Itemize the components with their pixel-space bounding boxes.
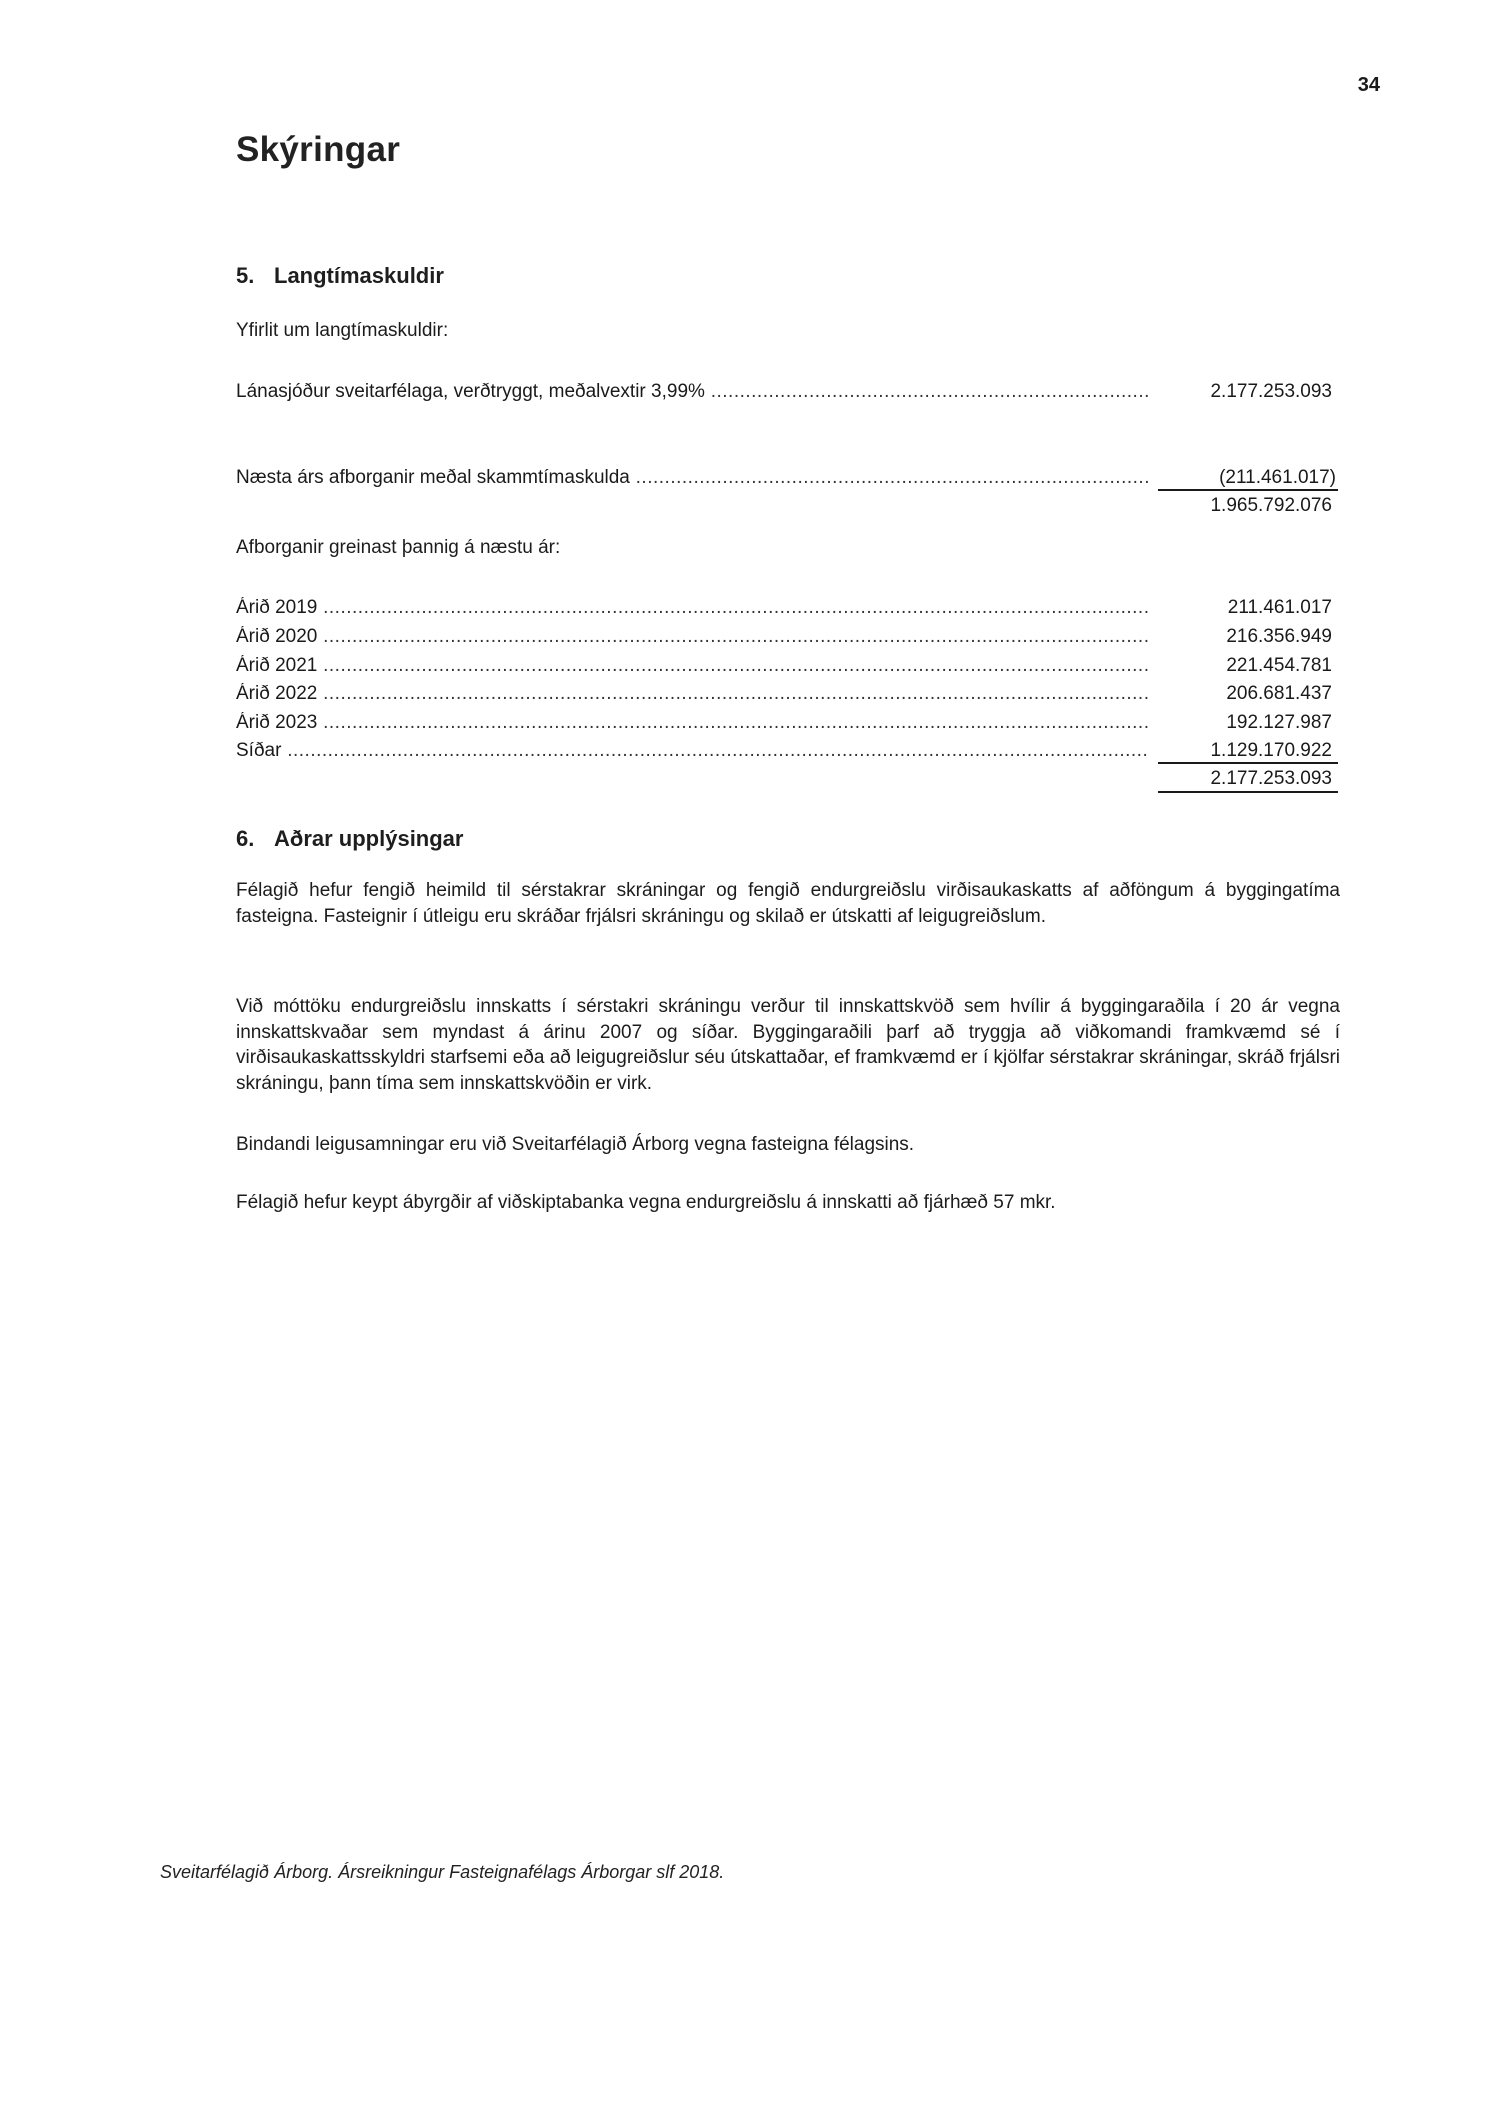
page-title: Skýringar (236, 130, 401, 169)
schedule-value: 206.681.437 (1226, 683, 1332, 704)
section-5-intro: Yfirlit um langtímaskuldir: (236, 320, 449, 341)
paragraph: Félagið hefur keypt ábyrgðir af viðskiptabanka vegna endurgreiðslu á innskatti að fjárhæð 57 mkr. (236, 1192, 1056, 1213)
section-6-heading (236, 826, 463, 852)
current-portion-row (236, 467, 1340, 489)
schedule-row (236, 683, 1340, 705)
current-portion-value: (211.461.017) (1219, 467, 1336, 488)
section-5-title: Langtímaskuldir (274, 263, 444, 288)
subtotal-rule (1158, 489, 1338, 491)
schedule-total-bottom-rule (1158, 791, 1338, 793)
schedule-label: Árið 2021 ..... (236, 655, 1150, 677)
loan-row (236, 381, 1340, 403)
schedule-value: 1.129.170.922 (1210, 740, 1332, 761)
page-footer: Sveitarfélagið Árborg. Ársreikningur Fasteignafélags Árborgar slf 2018. (160, 1862, 725, 1882)
section-6-title: Aðrar upplýsingar (274, 826, 464, 851)
loan-value: 2.177.253.093 (1210, 381, 1332, 402)
schedule-label: Árið 2022 ..... (236, 683, 1150, 705)
schedule-row (236, 626, 1340, 648)
schedule-value: 192.127.987 (1226, 712, 1332, 733)
section-5-number: 5. (236, 263, 255, 288)
schedule-label: Árið 2020 ..... (236, 626, 1150, 648)
schedule-value: 216.356.949 (1226, 626, 1332, 647)
schedule-row (236, 597, 1340, 619)
schedule-intro: Afborganir greinast þannig á næstu ár: (236, 537, 561, 558)
current-portion-label: Næsta árs afborganir meðal skammtímaskulda ..... (236, 467, 1150, 489)
loan-label: Lánasjóður sveitarfélaga, verðtryggt, meðalvextir 3,99% ..... (236, 381, 1150, 403)
schedule-label: Síðar ..... (236, 740, 1150, 762)
paragraph: Við móttöku endurgreiðslu innskatts í sérstakri skráningu verður til innskattskvöð sem hvílir á byggingaraðila í 20 ár vegna innskattskvaðar sem myndast á árinu 2007 og síðar. Byggingaraðili þarf að tryggja að viðkomandi framkvæmd sé í virðisaukaskattsskyldri starfsemi eða að leigugreiðslur séu útskattaðar, ef framkvæmd er í kjölfar sérstakrar skráningar, skráð frjálsri skráningu, þann tíma sem innskattskvöðin er virk. (236, 996, 1340, 1094)
section-5-heading (236, 263, 444, 289)
schedule-label: Árið 2019 ..... (236, 597, 1150, 619)
schedule-value: 221.454.781 (1226, 655, 1332, 676)
schedule-row (236, 655, 1340, 677)
page-number: 34 (1357, 74, 1380, 96)
schedule-row (236, 740, 1340, 762)
schedule-row (236, 712, 1340, 734)
paragraph: Félagið hefur fengið heimild til sérstakrar skráningar og fengið endurgreiðslu virðisaukaskatts af aðföngum á byggingatíma fasteigna. Fasteignir í útleigu eru skráðar frjálsri skráningu og skilað er útskatti af leigugreiðslum. (236, 880, 1340, 927)
section-6-number: 6. (236, 826, 255, 851)
schedule-label: Árið 2023 ..... (236, 712, 1150, 734)
net-total-row (236, 495, 1340, 517)
schedule-total-top-rule (1158, 762, 1338, 764)
paragraph: Bindandi leigusamningar eru við Sveitarfélagið Árborg vegna fasteigna félagsins. (236, 1134, 915, 1155)
schedule-total-row (236, 768, 1340, 790)
schedule-value: 211.461.017 (1227, 597, 1332, 618)
net-total-value: 1.965.792.076 (1210, 495, 1332, 516)
schedule-total-value: 2.177.253.093 (1210, 768, 1332, 789)
